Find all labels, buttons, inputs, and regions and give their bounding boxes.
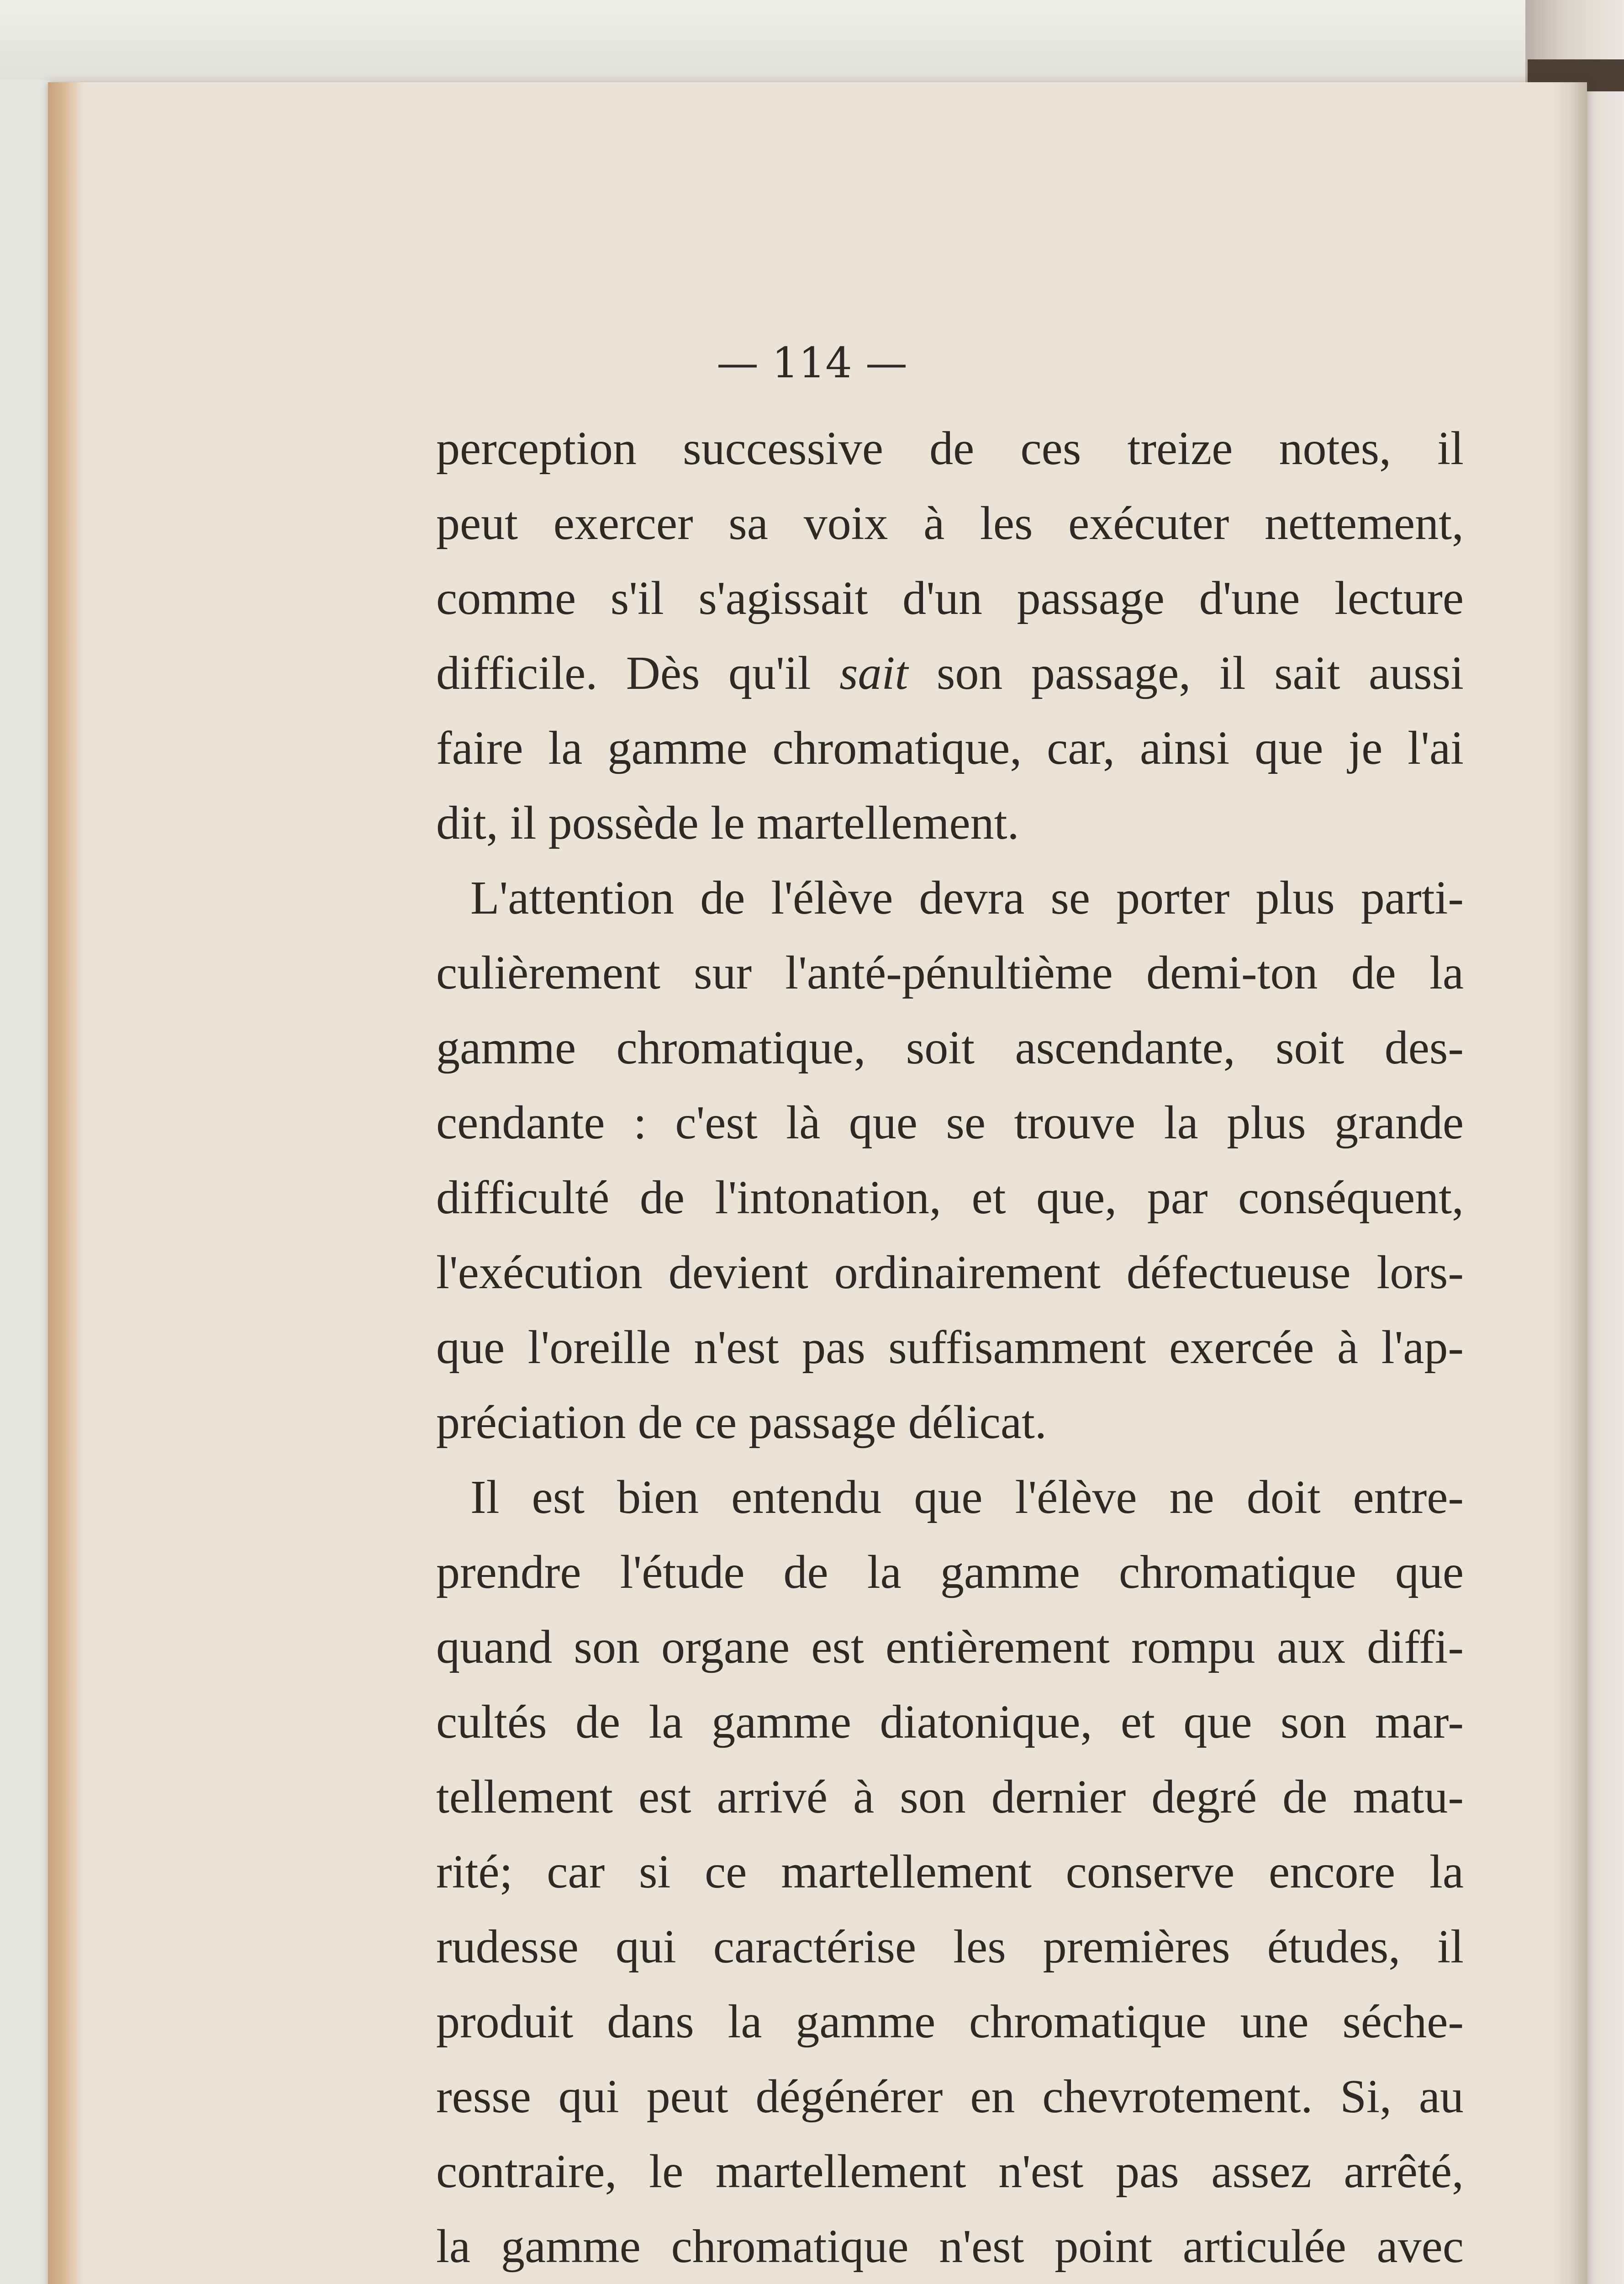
page-right-edge (1550, 82, 1587, 2284)
text-line: culièrement sur l'anté-pénultième demi-ton de la (436, 946, 1464, 999)
text-line: contraire, le martellement n'est pas assez arrêté, (436, 2145, 1464, 2198)
text-line: prendre l'étude de la gamme chromatique que (436, 1546, 1464, 1598)
italic-word: sait (839, 647, 908, 699)
text-line: produit dans la gamme chromatique une séche- (436, 1995, 1464, 2048)
text-line: tellement est arrivé à son dernier degré de matu- (436, 1771, 1464, 1823)
text-line: cultés de la gamme diatonique, et que son mar- (436, 1696, 1464, 1748)
text-line: gamme chromatique, soit ascendante, soit des- (436, 1021, 1464, 1074)
text-line: perception successive de ces treize notes, il (436, 422, 1464, 475)
text-line (436, 636, 1464, 711)
text-line: comme s'il s'agissait d'un passage d'une lecture (436, 572, 1464, 624)
text-line: peut exercer sa voix à les exécuter nettement, (436, 497, 1464, 550)
paragraph-start-line: L'attention de l'élève devra se porter plus parti- (470, 872, 1464, 924)
scan-background-top (0, 0, 1624, 80)
text-line: la gamme chromatique n'est point articulée avec (436, 2220, 1464, 2273)
paragraph-start-line: Il est bien entendu que l'élève ne doit entre- (470, 1471, 1464, 1523)
page-gutter (48, 82, 84, 2284)
text-line: rudesse qui caractérise les premières études, il (436, 1920, 1464, 1973)
text-line: rité; car si ce martellement conserve encore la (436, 1845, 1464, 1898)
text-line: dit, il possède le martellement. (436, 797, 1019, 849)
text-line: difficulté de l'intonation, et que, par conséquent, (436, 1171, 1464, 1224)
text-run: difficile. Dès qu'il (436, 647, 840, 699)
text-line: faire la gamme chromatique, car, ainsi que je l'ai (436, 722, 1464, 774)
body-text (436, 411, 1464, 2284)
text-line: que l'oreille n'est pas suffisamment exercée à l'ap- (436, 1321, 1464, 1374)
text-line: préciation de ce passage délicat. (436, 1396, 1047, 1449)
page-number: — 114 — (716, 338, 908, 387)
text-line: quand son organe est entièrement rompu aux diffi- (436, 1621, 1464, 1673)
text-line: cendante : c'est là que se trouve la plus grande (436, 1096, 1464, 1149)
text-line: l'exécution devient ordinairement défectueuse lors- (436, 1246, 1464, 1299)
text-run: son passage, il sait aussi (908, 647, 1464, 699)
text-line: resse qui peut dégénérer en chevrotement. Si, au (436, 2070, 1464, 2123)
